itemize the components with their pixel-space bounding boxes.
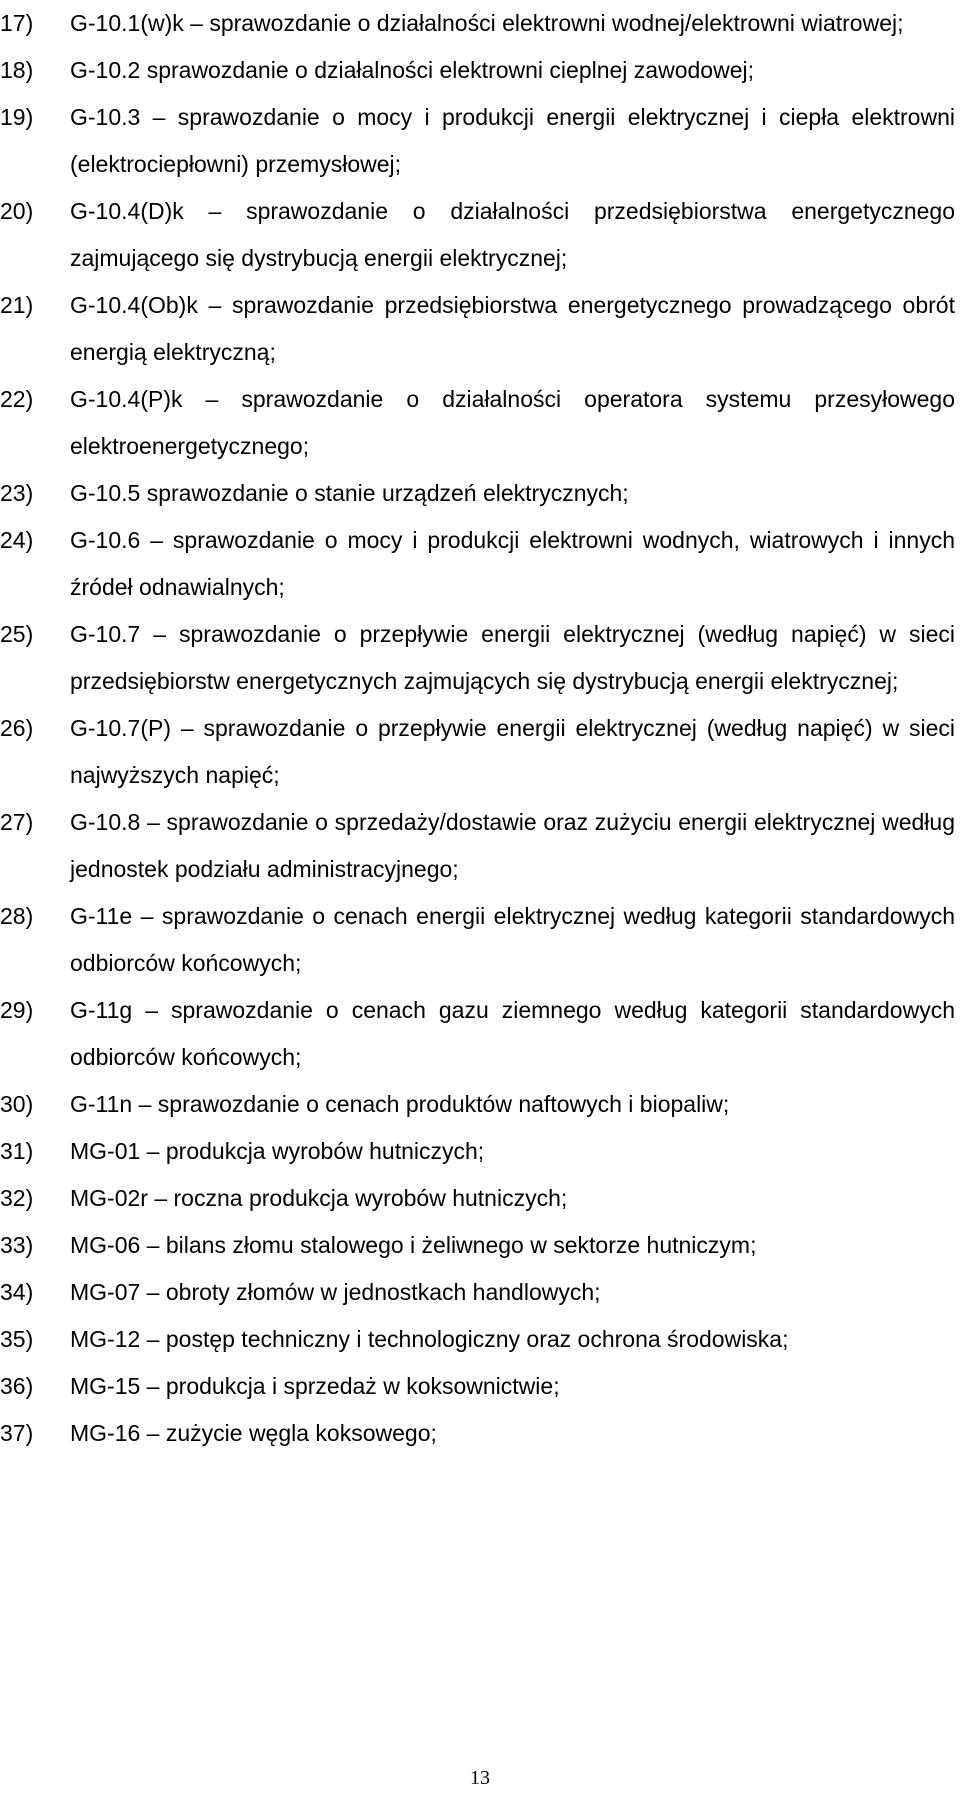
list-item	[0, 0, 955, 47]
list-item	[0, 987, 955, 1081]
item-text: G-11n – sprawozdanie o cenach produktów naftowych i biopaliw;	[70, 1091, 730, 1117]
item-text: MG-07 – obroty złomów w jednostkach handlowych;	[70, 1279, 601, 1305]
item-number: 29)	[0, 997, 34, 1023]
item-number: 32)	[0, 1185, 34, 1211]
list-item	[0, 705, 955, 799]
list-item	[0, 470, 955, 517]
list-item	[0, 1128, 955, 1175]
list-item	[0, 1410, 955, 1457]
item-number: 21)	[0, 292, 34, 318]
item-number: 34)	[0, 1279, 34, 1305]
list-item	[0, 611, 955, 705]
list-item	[0, 893, 955, 987]
list-item	[0, 799, 955, 893]
item-number: 33)	[0, 1232, 34, 1258]
item-text: G-10.3 – sprawozdanie o mocy i produkcji energii elektrycznej i ciepła elektrowni (elektrociepłowni) przemysłowej;	[70, 104, 955, 177]
page-number: 13	[470, 1767, 490, 1789]
item-text: MG-06 – bilans złomu stalowego i żeliwnego w sektorze hutniczym;	[70, 1232, 757, 1258]
item-text: G-10.4(P)k – sprawozdanie o działalności operatora systemu przesyłowego elektroenergetycznego;	[70, 386, 955, 459]
list-item	[0, 1363, 955, 1410]
list-item	[0, 1269, 955, 1316]
item-text: G-11g – sprawozdanie o cenach gazu ziemnego według kategorii standardowych odbiorców końcowych;	[70, 997, 955, 1070]
item-text: G-10.6 – sprawozdanie o mocy i produkcji elektrowni wodnych, wiatrowych i innych źródeł odnawialnych;	[70, 527, 955, 600]
item-number: 36)	[0, 1373, 34, 1399]
item-number: 27)	[0, 809, 34, 835]
list-item	[0, 188, 955, 282]
item-text: MG-01 – produkcja wyrobów hutniczych;	[70, 1138, 485, 1164]
list-item	[0, 517, 955, 611]
item-number: 35)	[0, 1326, 34, 1352]
item-text: G-11e – sprawozdanie o cenach energii elektrycznej według kategorii standardowych odbiorców końcowych;	[70, 903, 955, 976]
list-item	[0, 94, 955, 188]
item-text: G-10.4(Ob)k – sprawozdanie przedsiębiorstwa energetycznego prowadzącego obrót energią elektryczną;	[70, 292, 955, 365]
item-text: MG-02r – roczna produkcja wyrobów hutniczych;	[70, 1185, 568, 1211]
item-number: 19)	[0, 104, 34, 130]
item-number: 20)	[0, 198, 34, 224]
item-text: G-10.4(D)k – sprawozdanie o działalności przedsiębiorstwa energetycznego zajmującego się dystrybucją energii elektrycznej;	[70, 198, 955, 271]
item-number: 22)	[0, 386, 34, 412]
list-item	[0, 376, 955, 470]
item-number: 26)	[0, 715, 34, 741]
item-number: 18)	[0, 57, 34, 83]
item-number: 28)	[0, 903, 34, 929]
item-text: G-10.2 sprawozdanie o działalności elektrowni cieplnej zawodowej;	[70, 57, 754, 83]
item-text: G-10.7(P) – sprawozdanie o przepływie energii elektrycznej (według napięć) w sieci najwyższych napięć;	[70, 715, 955, 788]
item-number: 25)	[0, 621, 34, 647]
list-item	[0, 47, 955, 94]
item-number: 31)	[0, 1138, 34, 1164]
item-text: MG-15 – produkcja i sprzedaż w koksownictwie;	[70, 1373, 560, 1399]
list-item	[0, 1222, 955, 1269]
item-number: 37)	[0, 1420, 34, 1446]
item-text: G-10.7 – sprawozdanie o przepływie energii elektrycznej (według napięć) w sieci przedsiębiorstw energetycznych zajmujących się dystrybucją energii elektrycznej;	[70, 621, 955, 694]
list-item	[0, 1081, 955, 1128]
list-item	[0, 282, 955, 376]
item-text: G-10.5 sprawozdanie o stanie urządzeń elektrycznych;	[70, 480, 629, 506]
item-text: G-10.1(w)k – sprawozdanie o działalności elektrowni wodnej/elektrowni wiatrowej;	[70, 10, 904, 36]
item-text: MG-16 – zużycie węgla koksowego;	[70, 1420, 437, 1446]
item-number: 23)	[0, 480, 34, 506]
item-number: 24)	[0, 527, 34, 553]
item-text: MG-12 – postęp techniczny i technologiczny oraz ochrona środowiska;	[70, 1326, 789, 1352]
item-text: G-10.8 – sprawozdanie o sprzedaży/dostawie oraz zużyciu energii elektrycznej według jednostek podziału administracyjnego;	[70, 809, 955, 882]
list-item	[0, 1316, 955, 1363]
item-number: 30)	[0, 1091, 34, 1117]
list-item	[0, 1175, 955, 1222]
item-number: 17)	[0, 10, 34, 36]
